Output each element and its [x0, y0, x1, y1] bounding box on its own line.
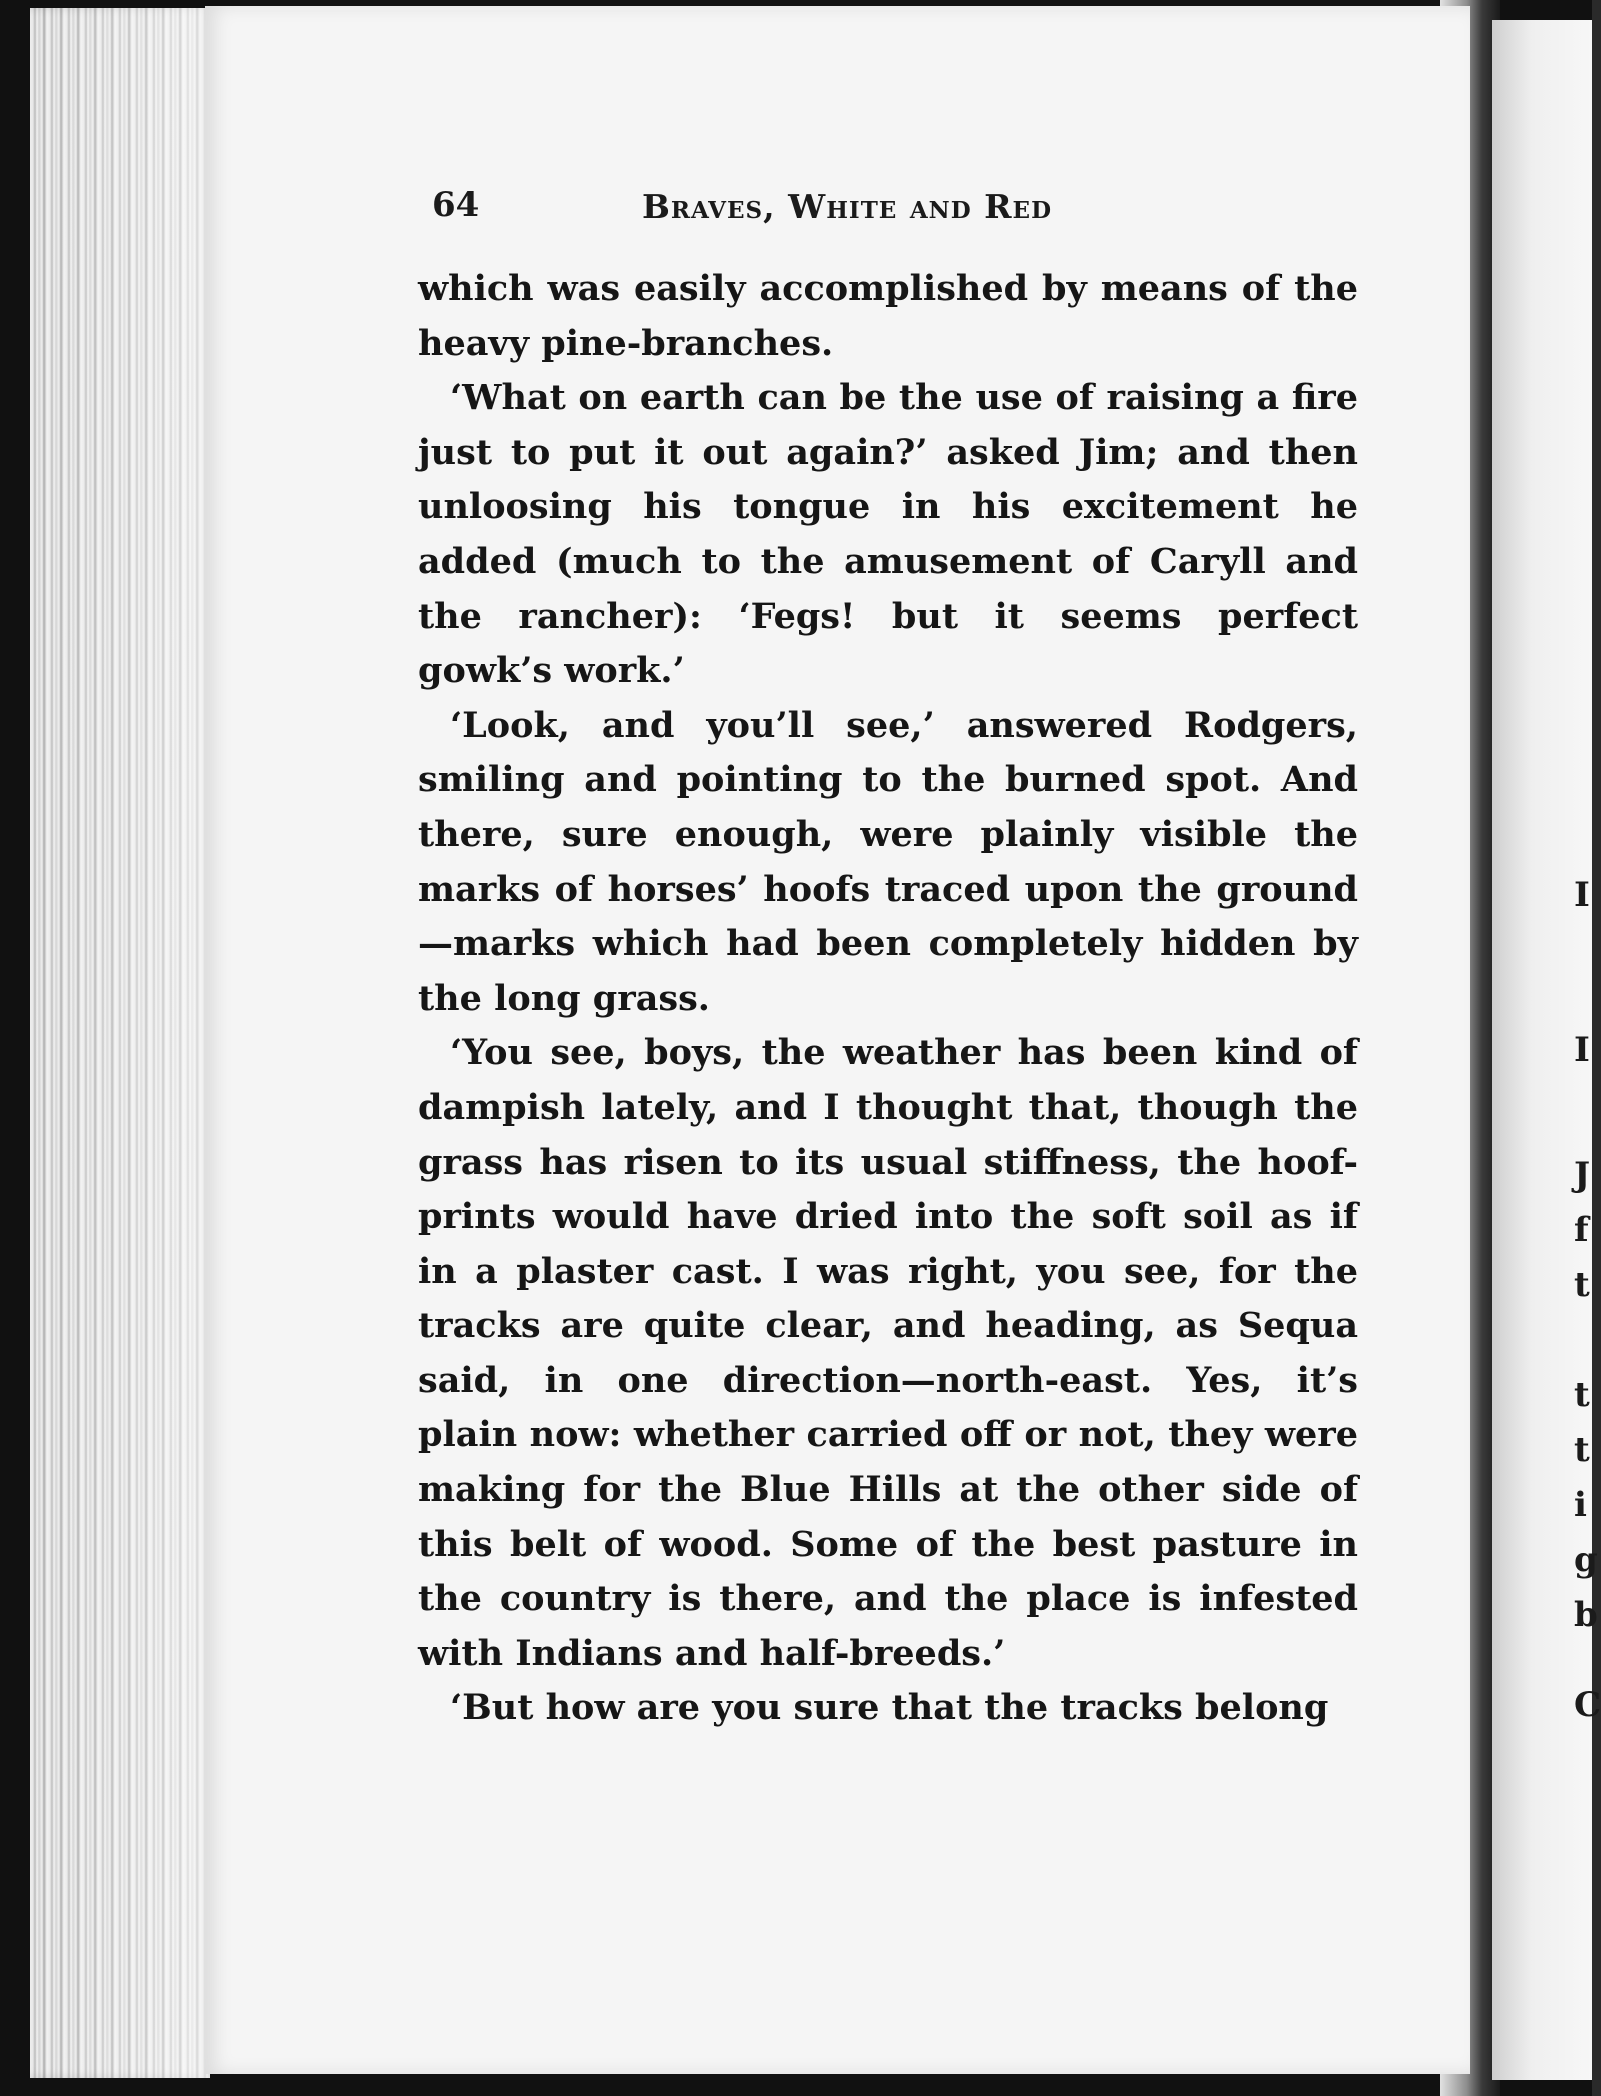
next-page-fragment: i — [1574, 1485, 1587, 1525]
next-page-fragment: J — [1574, 1155, 1591, 1195]
paragraph: ‘But how are you sure that the tracks belong — [450, 1687, 1329, 1729]
next-page-fragment: t — [1574, 1430, 1590, 1470]
next-page-fragment: t — [1574, 1265, 1590, 1305]
paragraph: which was easily accomplished by means of the heavy pine-branches. — [418, 268, 1358, 364]
paragraph: ‘You see, boys, the weather has been kind of dampish lately, and I thought that, though the grass has risen to its usual stiffness, the hoof-prints would have dried into the soft soil as if in a plaster cast. I was right, you see, for the tracks are quite clear, and heading, as Sequa said, in one direction—north-east. Yes, it’s plain now: whether carried off or not, they were making for the Blue Hills at the other side of this belt of wood. Some of the best pasture in the country is there, and the place is infested with Indians and half-breeds.’ — [418, 1032, 1358, 1674]
next-page-fragment: b — [1574, 1595, 1598, 1635]
next-page-edge — [1492, 20, 1601, 2080]
page-header — [432, 185, 1152, 235]
paragraph: ‘Look, and you’ll see,’ answered Rodgers, smiling and pointing to the burned spot. And there, sure enough, were plainly visible the marks of horses’ hoofs traced upon the ground —marks which had been completely hidden by the long grass. — [418, 704, 1358, 1019]
page-number: 64 — [432, 185, 480, 225]
next-page-fragment: I — [1574, 875, 1590, 915]
running-title: Braves, White and Red — [642, 187, 1053, 226]
next-page-fragment: t — [1574, 1375, 1590, 1415]
body-text — [418, 262, 1358, 1736]
page-edges — [30, 8, 210, 2078]
next-page-fragment: I — [1574, 1030, 1590, 1070]
paragraph: ‘What on earth can be the use of raising a fire just to put it out again?’ asked Jim; and then unloosing his tongue in his excitement he added (much to the amusement of Caryll and the rancher): ‘Fegs! but it seems perfect gowk’s work.’ — [418, 377, 1358, 692]
next-page-fragment: g — [1574, 1540, 1598, 1580]
next-page-fragment: f — [1574, 1210, 1589, 1250]
next-page-fragment: C — [1574, 1685, 1601, 1725]
